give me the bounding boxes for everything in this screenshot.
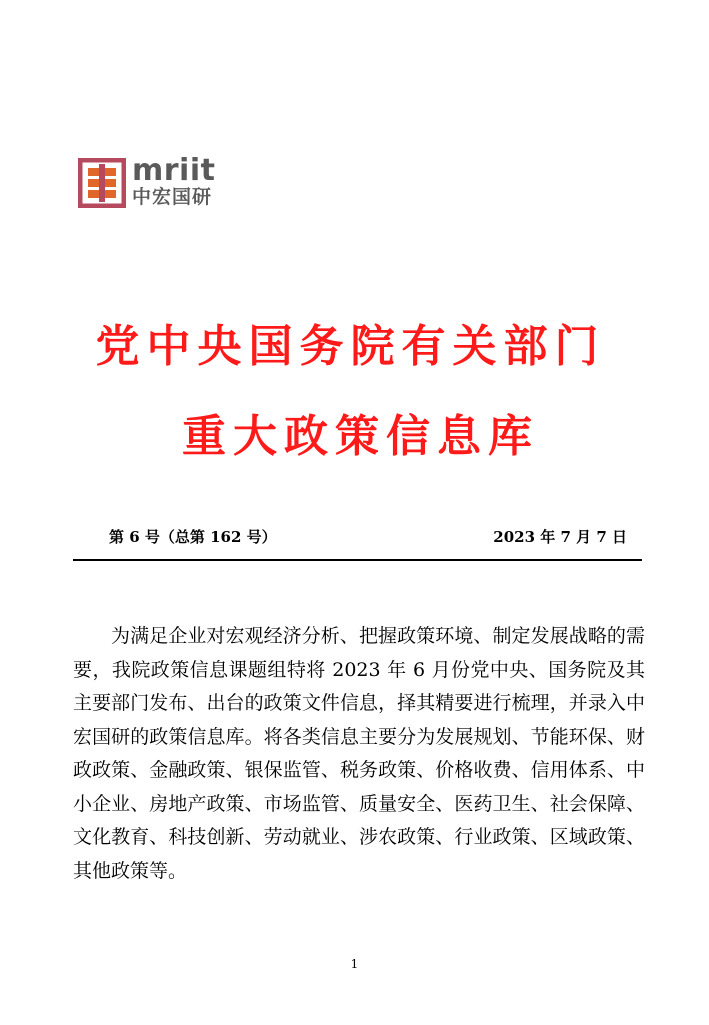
issue-date: 2023 年 7 月 7 日 — [493, 528, 627, 546]
issue-number: 第 6 号（总第 162 号） — [109, 528, 277, 546]
mriit-logo-icon — [78, 158, 126, 208]
header-divider — [73, 559, 642, 561]
logo — [78, 153, 216, 208]
logo-name-en: mriit — [132, 153, 216, 188]
page-number: 1 — [350, 957, 359, 971]
intro-paragraph: 为满足企业对宏观经济分析、把握政策环境、制定发展战略的需要，我院政策信息课题组特将 2023 年 6 月份党中央、国务院及其主要部门发布、出台的政策文件信息，择其精要进行梳理，并录入中宏国研的政策信息库。将各类信息主要分为发展规划、节能环保、财政政策、金融政策、银保监管、税务政策、价格收费、信用体系、中小企业、房地产政策、市场监管、质量安全、医药卫生、社会保障、文化教育、科技创新、劳动就业、涉农政策、行业政策、区域政策、其他政策等。 — [73, 625, 645, 882]
document-title-line2: 重大政策信息库 — [182, 411, 539, 462]
document-title-line1: 党中央国务院有关部门 — [95, 321, 606, 372]
logo-name-cn: 中宏国研 — [132, 186, 213, 208]
